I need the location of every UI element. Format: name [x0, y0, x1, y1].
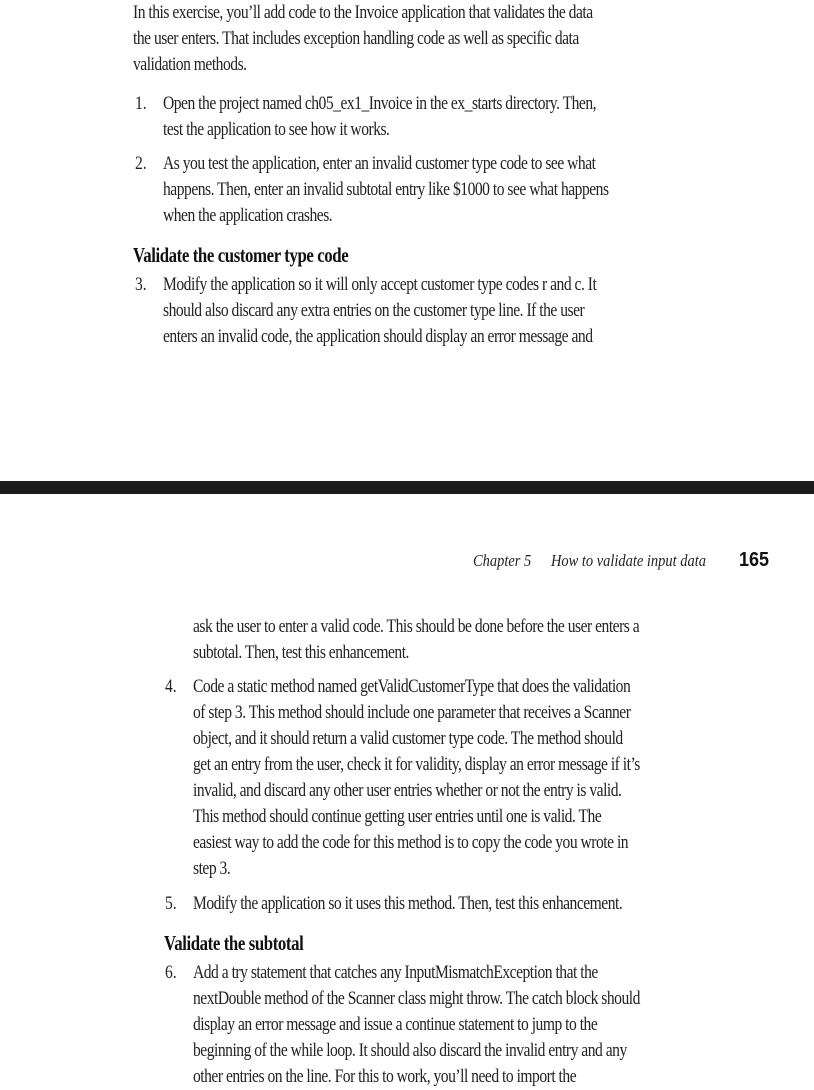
step-number: 1. — [135, 93, 147, 114]
step-line: Add a try statement that catches any InputMismatchException that the — [193, 962, 598, 983]
step-line: Open the project named ch05_ex1_Invoice in the ex_starts directory. Then, — [163, 93, 597, 114]
step-line: other entries on the line. For this to work, you’ll need to import the — [193, 1066, 577, 1087]
intro-line: validation methods. — [133, 54, 247, 75]
intro-line: In this exercise, you’ll add code to the Invoice application that validates the data — [133, 2, 593, 23]
step-line: happens. Then, enter an invalid subtotal entry like $1000 to see what happens — [163, 179, 609, 200]
step-line: nextDouble method of the Scanner class might throw. The catch block should — [193, 988, 640, 1009]
page-divider — [0, 481, 814, 494]
step-line: This method should continue getting user entries until one is valid. The — [193, 806, 602, 827]
step-line: easiest way to add the code for this method is to copy the code you wrote in — [193, 832, 629, 853]
running-head-chapter: Chapter 5 — [473, 551, 532, 570]
step-number: 2. — [135, 153, 147, 174]
step-line: step 3. — [193, 858, 231, 879]
page-number: 165 — [739, 549, 770, 571]
step-number: 3. — [135, 274, 147, 295]
step-line: test the application to see how it works. — [163, 119, 390, 140]
step-line: Modify the application so it uses this method. Then, test this enhancement. — [193, 893, 623, 914]
section-heading: Validate the subtotal — [164, 931, 304, 955]
step-line: display an error message and issue a continue statement to jump to the — [193, 1014, 598, 1035]
step-number: 6. — [165, 962, 177, 983]
step-line: should also discard any extra entries on the customer type line. If the user — [163, 300, 585, 321]
step-line: object, and it should return a valid customer type code. The method should — [193, 728, 623, 749]
step-line: beginning of the while loop. It should also discard the invalid entry and any — [193, 1040, 627, 1061]
step-line: Code a static method named getValidCustomerType that does the validation — [193, 676, 631, 697]
step-line: subtotal. Then, test this enhancement. — [193, 642, 409, 663]
step-line: get an entry from the user, check it for validity, display an error message if it’s — [193, 754, 640, 775]
step-line: when the application crashes. — [163, 205, 333, 226]
step-number: 5. — [165, 893, 177, 914]
step-number: 4. — [165, 676, 177, 697]
step-line: of step 3. This method should include one parameter that receives a Scanner — [193, 702, 631, 723]
step-line: Modify the application so it will only accept customer type codes r and c. It — [163, 274, 597, 295]
step-line: enters an invalid code, the application should display an error message and — [163, 326, 593, 347]
step-line: ask the user to enter a valid code. This should be done before the user enters a — [193, 616, 640, 637]
step-line: As you test the application, enter an invalid customer type code to see what — [163, 153, 596, 174]
section-heading: Validate the customer type code — [133, 243, 349, 267]
running-head-title: How to validate input data — [551, 551, 706, 570]
step-line: invalid, and discard any other user entries whether or not the entry is valid. — [193, 780, 622, 801]
intro-line: the user enters. That includes exception handling code as well as specific data — [133, 28, 579, 49]
